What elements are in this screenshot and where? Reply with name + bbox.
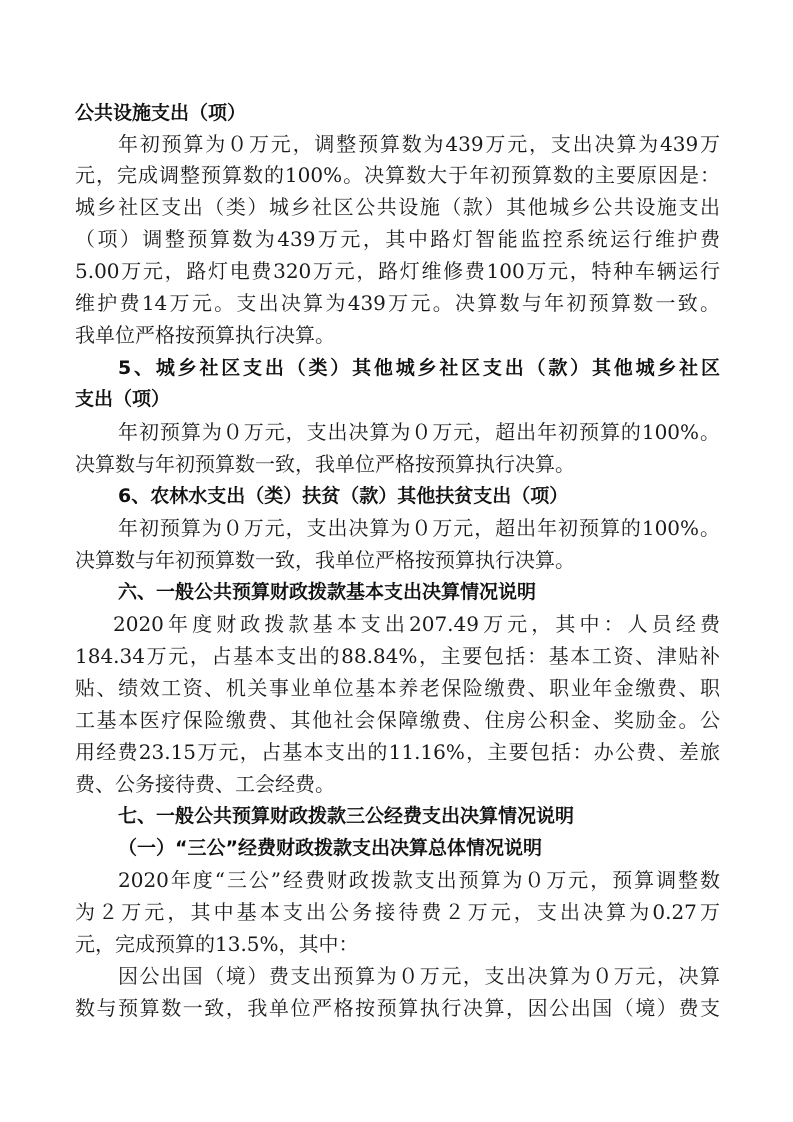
paragraph-line: 5.00万元，路灯电费320万元，路灯维修费100万元，特种车辆运行 <box>75 259 720 283</box>
section-heading: 公共设施支出（项） <box>75 102 247 124</box>
paragraph-line: 我单位严格按预算执行决算。 <box>75 323 335 347</box>
paragraph-line: 决算数与年初预算数一致，我单位严格按预算执行决算。 <box>75 548 575 572</box>
section-heading: 5、城乡社区支出（类）其他城乡社区支出（款）其他城乡社区 <box>118 357 720 379</box>
section-heading: 支出（项） <box>75 388 171 410</box>
paragraph-line: 维护费14万元。支出决算为439万元。决算数与年初预算数一致。 <box>75 291 720 315</box>
paragraph-line: 费、公务接待费、工会经费。 <box>75 772 335 796</box>
paragraph-line: 工基本医疗保险缴费、其他社会保障缴费、住房公积金、奖励金。公 <box>75 708 720 732</box>
section-heading: 六、一般公共预算财政拨款基本支出决算情况说明 <box>118 581 537 603</box>
paragraph-line: 元，完成预算的13.5%，其中： <box>75 932 359 956</box>
paragraph-line: 贴、绩效工资、机关事业单位基本养老保险缴费、职业年金缴费、职 <box>75 676 720 700</box>
paragraph-line: 为２万元，其中基本支出公务接待费２万元，支出决算为0.27万 <box>75 900 720 924</box>
paragraph-line: 2020年度“三公”经费财政拨款支出预算为０万元，预算调整数 <box>118 868 720 892</box>
paragraph-line: （项）调整预算数为439万元，其中路灯智能监控系统运行维护费 <box>75 227 720 251</box>
section-heading: （一）“三公”经费财政拨款支出决算总体情况说明 <box>118 837 542 859</box>
section-heading: 七、一般公共预算财政拨款三公经费支出决算情况说明 <box>118 805 575 827</box>
paragraph-line: 2020年度财政拨款基本支出207.49万元，其中：人员经费 <box>113 612 720 636</box>
paragraph-line: 年初预算为０万元，支出决算为０万元，超出年初预算的100%。 <box>118 420 720 444</box>
section-heading: 6、农林水支出（类）扶贫（款）其他扶贫支出（项） <box>118 485 569 507</box>
paragraph-line: 184.34万元，占基本支出的88.84%，主要包括：基本工资、津贴补 <box>75 644 720 668</box>
paragraph-line: 元，完成调整预算数的100%。决算数大于年初预算数的主要原因是： <box>75 163 720 187</box>
paragraph-line: 因公出国（境）费支出预算为０万元，支出决算为０万元，决算 <box>118 964 720 988</box>
paragraph-line: 年初预算为０万元，调整预算数为439万元，支出决算为439万 <box>118 132 720 156</box>
paragraph-line: 城乡社区支出（类）城乡社区公共设施（款）其他城乡公共设施支出 <box>75 195 720 219</box>
paragraph-line: 决算数与年初预算数一致，我单位严格按预算执行决算。 <box>75 452 575 476</box>
paragraph-line: 年初预算为０万元，支出决算为０万元，超出年初预算的100%。 <box>118 516 720 540</box>
paragraph-line: 数与预算数一致，我单位严格按预算执行决算，因公出国（境）费支 <box>75 996 720 1020</box>
paragraph-line: 用经费23.15万元，占基本支出的11.16%，主要包括：办公费、差旅 <box>75 740 720 764</box>
